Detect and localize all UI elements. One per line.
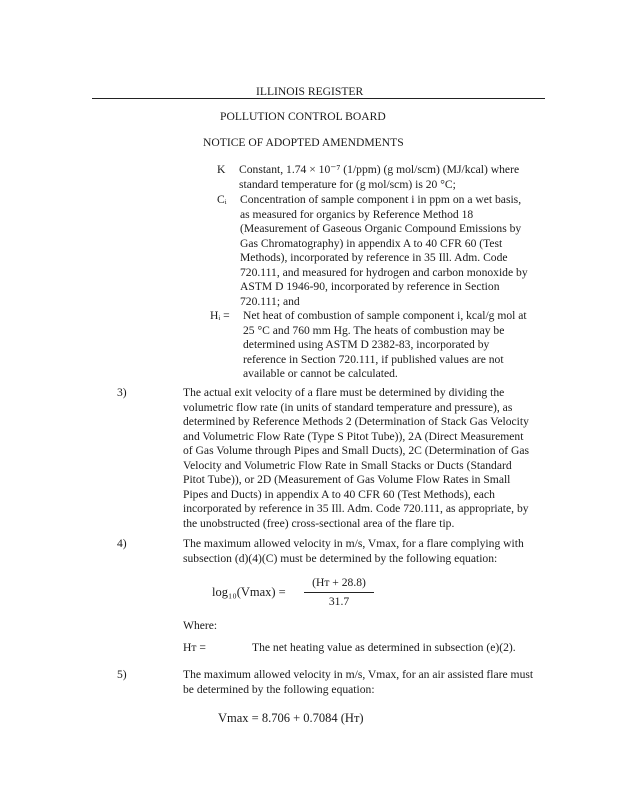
equation-1-fraction [304,576,374,609]
line: standard temperature for (g mol/scm) is 20 °C; [239,177,456,191]
board-name: POLLUTION CONTROL BOARD [220,110,386,123]
register-title: ILLINOIS REGISTER [256,85,364,98]
denominator: 31.7 [328,595,350,608]
line: (Measurement of Gaseous Organic Compound Emissions by [240,222,522,235]
line: available or cannot be calculated. [243,367,398,380]
line: Gas Chromatography) in appendix A to 40 CFR 60 (Test [240,236,503,250]
where-term: Hᴛ = [183,641,206,654]
where-label: Where: [183,619,218,632]
equation-1-lhs: log₁₀(Vmax) = [212,585,286,599]
equation-2: Vmax = 8.706 + 0.7084 (Hᴛ) [218,711,364,725]
line: Concentration of sample component i in ppm on a wet basis, [240,193,522,206]
line: Pitot Tube)), or 2D (Measurement of Gas Volume Flow Rates in Small [183,473,511,486]
line: The maximum allowed velocity in m/s, Vmax, for an air assisted flare must [183,668,534,681]
line: incorporated by reference in 35 Ill. Adm. Code 720.111, as appropriate, by [183,502,529,515]
item-number: 4) [117,537,127,550]
line: Velocity and Volumetric Flow Rate in Small Stacks or Ducts (Standard [183,458,512,472]
header-rule [92,98,545,99]
line: Pipes and Ducts) in appendix A to 40 CFR 60 (Test Methods), each [183,487,495,501]
line: The actual exit velocity of a flare must be determined by dividing the [183,386,505,399]
numerator: (Hᴛ + 28.8) [304,576,374,593]
line: volumetric flow rate (in units of standard temperature and pressure), as [183,400,513,414]
item-5-text [183,668,533,697]
line: as measured for organics by Reference Method 18 [240,207,474,221]
line: the unobstructed (free) cross-sectional area of the flare tip. [183,516,455,530]
line: Net heat of combustion of sample component i, kcal/g mol at [243,309,527,322]
line: Methods), incorporated by reference in 35 Ill. Adm. Code [240,251,508,264]
line: Constant, 1.74 × 10⁻⁷ (1/ppm) (g mol/scm) (MJ/kcal) where [239,163,520,176]
term: K [217,163,226,176]
line: and Volumetric Flow Rate (Type S Pitot Tube)), 2A (Direct Measurement [183,429,524,443]
line: determined using ASTM D 2382-83, incorporated by [243,338,490,351]
line: subsection (d)(4)(C) must be determined by the following equation: [183,551,498,565]
line: 720.111, and measured for hydrogen and carbon monoxide by [240,265,528,279]
line: 25 °C and 760 mm Hg. The heats of combustion may be [243,323,505,337]
item-4-text [183,537,524,566]
definition-hi [210,309,527,382]
item-number: 3) [117,386,127,399]
line: of Gas Volume through Pipes and Small Ducts), 2C (Determination of Gas [183,444,530,457]
item-3-text [183,386,529,531]
definition-ci [217,193,528,309]
line: determined by Reference Methods 2 (Determination of Stack Gas Velocity [183,415,529,428]
definition-k [217,163,519,192]
where-definition: The net heating value as determined in subsection (e)(2). [252,641,516,654]
notice-title: NOTICE OF ADOPTED AMENDMENTS [203,136,404,149]
item-number: 5) [117,668,127,681]
line: be determined by the following equation: [183,682,375,696]
line: ASTM D 1946-90, incorporated by reference in Section [240,280,500,293]
line: 720.111; and [240,294,300,308]
term: Hᵢ = [210,309,230,322]
line: The maximum allowed velocity in m/s, Vmax, for a flare complying with [183,537,524,550]
line: reference in Section 720.111, if published values are not [243,352,504,366]
term: Cᵢ [217,193,227,206]
